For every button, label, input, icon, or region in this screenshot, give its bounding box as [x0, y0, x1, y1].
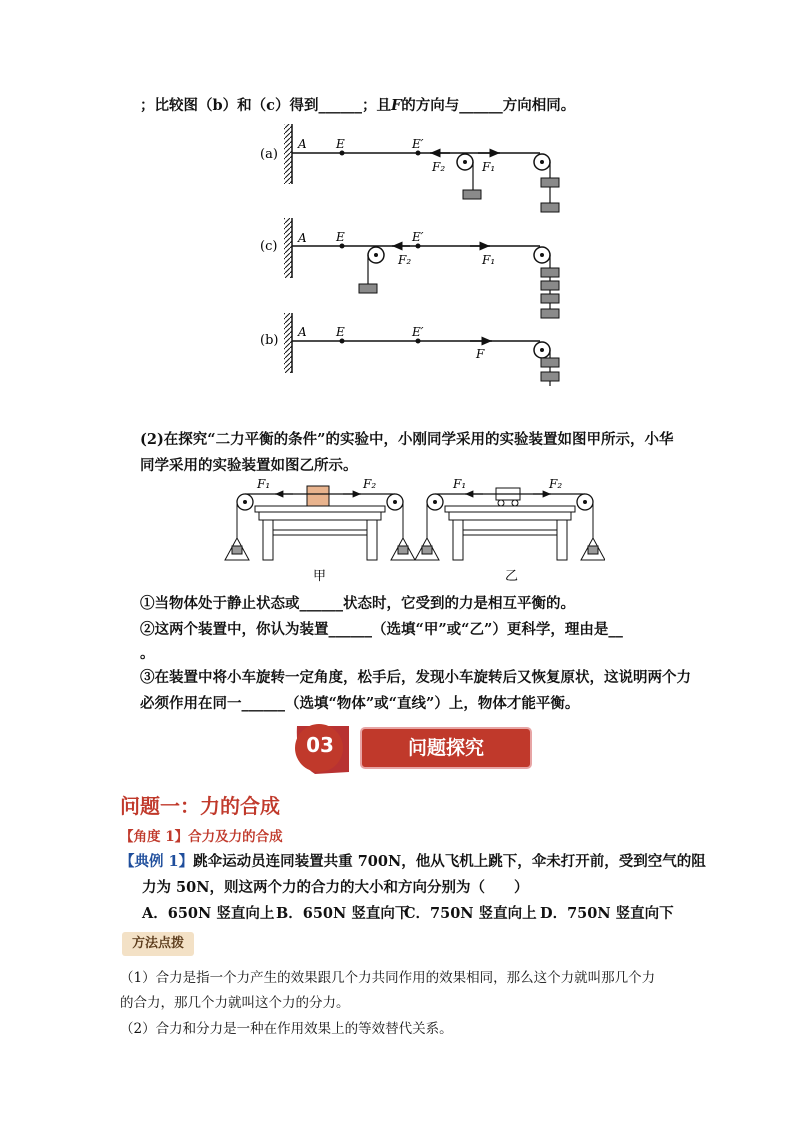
block-jia: [307, 486, 329, 506]
label-F1-jia: F₁: [257, 477, 271, 491]
diagram-b-tag: (b): [260, 333, 279, 348]
diagram-c-tag: (c): [260, 239, 278, 254]
method-p1a: （1）合力是指一个力产生的效果跟几个力共同作用的效果相同，那么这个力就叫那几个力: [120, 970, 656, 986]
label-F2-a: F₂: [432, 160, 446, 174]
label-F1-c: F₁: [482, 253, 496, 267]
intro-prefix: ；比较图（b）和（c）得到: [140, 97, 319, 114]
diagram-a: [260, 124, 559, 212]
example-line2: 力为 50N，则这两个力的合力的大小和方向分别为（ ）: [142, 879, 529, 896]
intro-mid: ；且: [361, 97, 391, 114]
banner-number: 03: [306, 733, 334, 757]
label-E2-c: E′: [412, 230, 424, 244]
weight-a1: [463, 190, 481, 199]
sub-question-2: ②这两个装置中，你认为装置______（选填“甲”或“乙”）更科学，理由是__: [140, 621, 623, 638]
table-top-jia: [255, 506, 385, 512]
banner-label: 问题探究: [407, 737, 484, 759]
example-line1: [120, 850, 706, 871]
intro-f: F: [390, 97, 402, 114]
label-F-b: F: [476, 347, 485, 361]
example-tag: 【典例 1】: [120, 853, 194, 870]
caption-jia: 甲: [313, 569, 327, 584]
sub-question-2b: 。: [140, 645, 155, 662]
wall-a: [284, 124, 292, 184]
caption-yi: 乙: [505, 569, 519, 584]
label-F1-yi: F₁: [453, 477, 467, 491]
method-tag-box: [122, 932, 194, 956]
label-E2-b: E′: [412, 325, 424, 339]
label-A-b: A: [298, 325, 307, 339]
intro-suffix: 的方向与: [401, 97, 460, 114]
label-F2-c: F₂: [398, 253, 412, 267]
angle-text: 合力及力的合成: [188, 829, 283, 845]
label-E2-a: E′: [412, 137, 424, 151]
option-d[interactable]: D．750N 竖直向下: [540, 905, 674, 922]
label-A-a: A: [298, 137, 307, 151]
diagram-b: [260, 313, 559, 386]
diagram-a-tag: (a): [260, 147, 278, 162]
option-b[interactable]: B．650N 竖直向下: [276, 905, 410, 922]
label-F1-a: F₁: [482, 160, 496, 174]
label-E-a: E: [336, 137, 345, 151]
sub-question-3a: ③在装置中将小车旋转一定角度，松手后，发现小车旋转后又恢复原状，这说明两个力: [140, 669, 691, 686]
angle-line: [120, 825, 283, 845]
q2-line1: (2)在探究“二力平衡的条件”的实验中，小刚同学采用的实验装置如图甲所示，小华: [140, 431, 674, 448]
label-E-b: E: [336, 325, 345, 339]
option-c[interactable]: C．750N 竖直向上: [404, 905, 537, 922]
intro-line: ；比较图（b）和（c）得到______；且F的方向与______方向相同。: [140, 97, 576, 114]
angle-tag: 【角度 1】: [120, 829, 189, 845]
diagram-c: [260, 218, 559, 318]
intro-end: 方向相同。: [502, 97, 576, 114]
apparatus-yi: [415, 477, 605, 584]
section-banner: [287, 722, 537, 778]
example-text1: 跳伞运动员连同装置共重 700N，他从飞机上跳下，伞未打开前，受到空气的阻: [193, 853, 706, 870]
pulley-diagrams: [250, 118, 580, 388]
label-E-c: E: [336, 230, 345, 244]
label-A-c: A: [298, 231, 307, 245]
method-tag: 方法点拨: [131, 936, 184, 951]
q2-line2: 同学采用的实验装置如图乙所示。: [140, 457, 358, 474]
label-F2-jia: F₂: [363, 477, 377, 491]
apparatus-figure: [215, 474, 605, 586]
label-F2-yi: F₂: [549, 477, 563, 491]
method-p2: （2）合力和分力是一种在作用效果上的等效替代关系。: [120, 1021, 453, 1037]
option-a[interactable]: A．650N 竖直向上: [142, 905, 275, 922]
section-title: 问题一：力的合成: [120, 794, 280, 818]
sub-question-3b: 必须作用在同一______（选填“物体”或“直线”）上，物体才能平衡。: [140, 695, 580, 712]
apparatus-jia: [225, 477, 415, 584]
method-p1b: 的合力，那几个力就叫这个力的分力。: [120, 995, 350, 1011]
sub-question-1: ①当物体处于静止状态或______状态时，它受到的力是相互平衡的。: [140, 595, 575, 612]
